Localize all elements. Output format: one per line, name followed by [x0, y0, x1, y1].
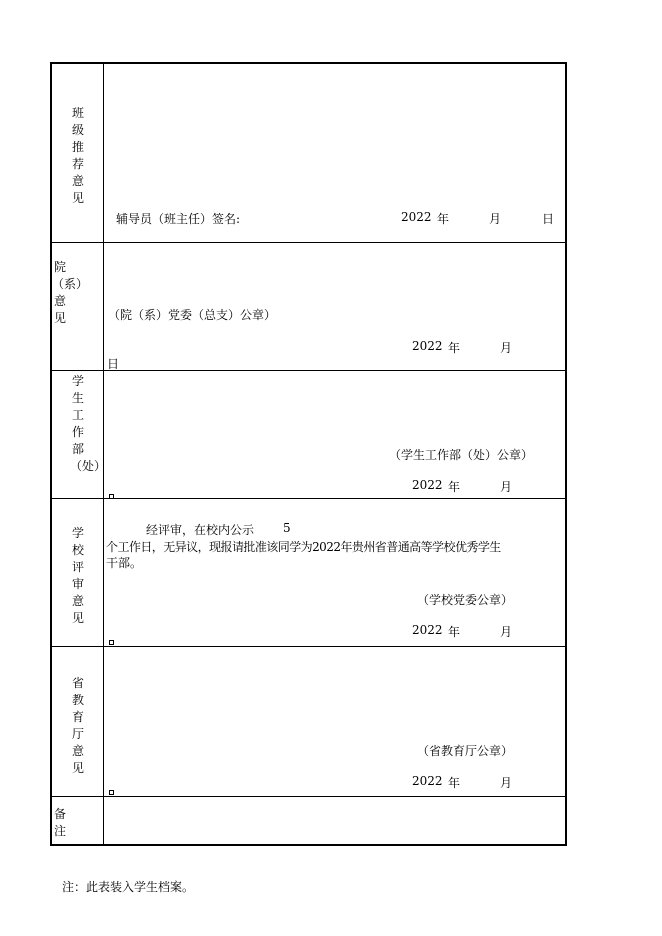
year-value: 2022: [412, 774, 443, 788]
placeholder-box: [109, 790, 114, 795]
row-label-cell: [52, 371, 107, 498]
student-affairs-field[interactable]: [104, 371, 565, 498]
year-unit: 年: [448, 480, 461, 494]
school-stamp-label: （学校党委公章）: [417, 593, 514, 607]
placeholder-box: [109, 640, 114, 645]
college-opinion-field[interactable]: [104, 243, 565, 370]
year-value: 2022: [412, 478, 443, 492]
school-review-label: 学校评审意见: [71, 526, 84, 625]
publicity-days: 5: [283, 521, 291, 535]
month-unit: 月: [500, 341, 513, 355]
student-affairs-stamp-label: （学生工作部（处）公章）: [389, 448, 534, 462]
province-opinion-row: [52, 647, 565, 797]
college-stamp-label: （院（系）党委（总支）公章）: [108, 308, 277, 322]
row-label-cell: [52, 243, 104, 370]
month-unit: 月: [500, 776, 513, 790]
student-affairs-row: [52, 371, 565, 499]
college-opinion-row: [52, 243, 565, 371]
year-value: 2022: [412, 623, 443, 637]
footnote: 注：此表装入学生档案。: [62, 880, 195, 894]
remarks-row: [52, 797, 565, 844]
province-opinion-label: 省教育厅意见: [71, 676, 84, 775]
row-label-cell: [52, 499, 104, 646]
year-value: 2022: [412, 339, 443, 353]
year-unit: 年: [448, 625, 461, 639]
month-unit: 月: [489, 212, 502, 226]
row-label-cell: [52, 647, 104, 796]
review-text-line2: 个工作日，无异议，现报请批准该同学为2022年贵州省普通高等学校优秀学生: [106, 540, 501, 554]
year-unit: 年: [448, 341, 461, 355]
year-unit: 年: [448, 776, 461, 790]
remarks-field[interactable]: [104, 797, 565, 844]
province-opinion-field[interactable]: [104, 647, 565, 796]
row-label-cell: [52, 64, 104, 242]
review-text-line1: 经评审，在校内公示: [146, 523, 255, 537]
day-unit: 日: [107, 357, 120, 371]
counselor-signature-label: 辅导员（班主任）签名:: [116, 212, 241, 226]
school-review-field[interactable]: [104, 499, 565, 646]
row-label-cell: [52, 797, 104, 844]
month-unit: 月: [500, 625, 513, 639]
class-recommendation-label: 班级推荐意见: [71, 106, 84, 205]
class-recommendation-row: [52, 64, 565, 243]
province-stamp-label: （省教育厅公章）: [417, 744, 514, 758]
year-unit: 年: [437, 212, 450, 226]
year-value: 2022: [401, 210, 432, 224]
remarks-label: 备注: [53, 807, 66, 838]
day-unit: 日: [542, 212, 555, 226]
school-review-row: [52, 499, 565, 647]
student-affairs-label: 学生工作部（处）: [70, 374, 107, 473]
review-text-line3: 干部。: [106, 556, 143, 570]
approval-form-table: [50, 62, 567, 846]
month-unit: 月: [500, 480, 513, 494]
college-opinion-label: 院（系）意见: [52, 260, 89, 325]
class-recommendation-field[interactable]: [104, 64, 565, 242]
